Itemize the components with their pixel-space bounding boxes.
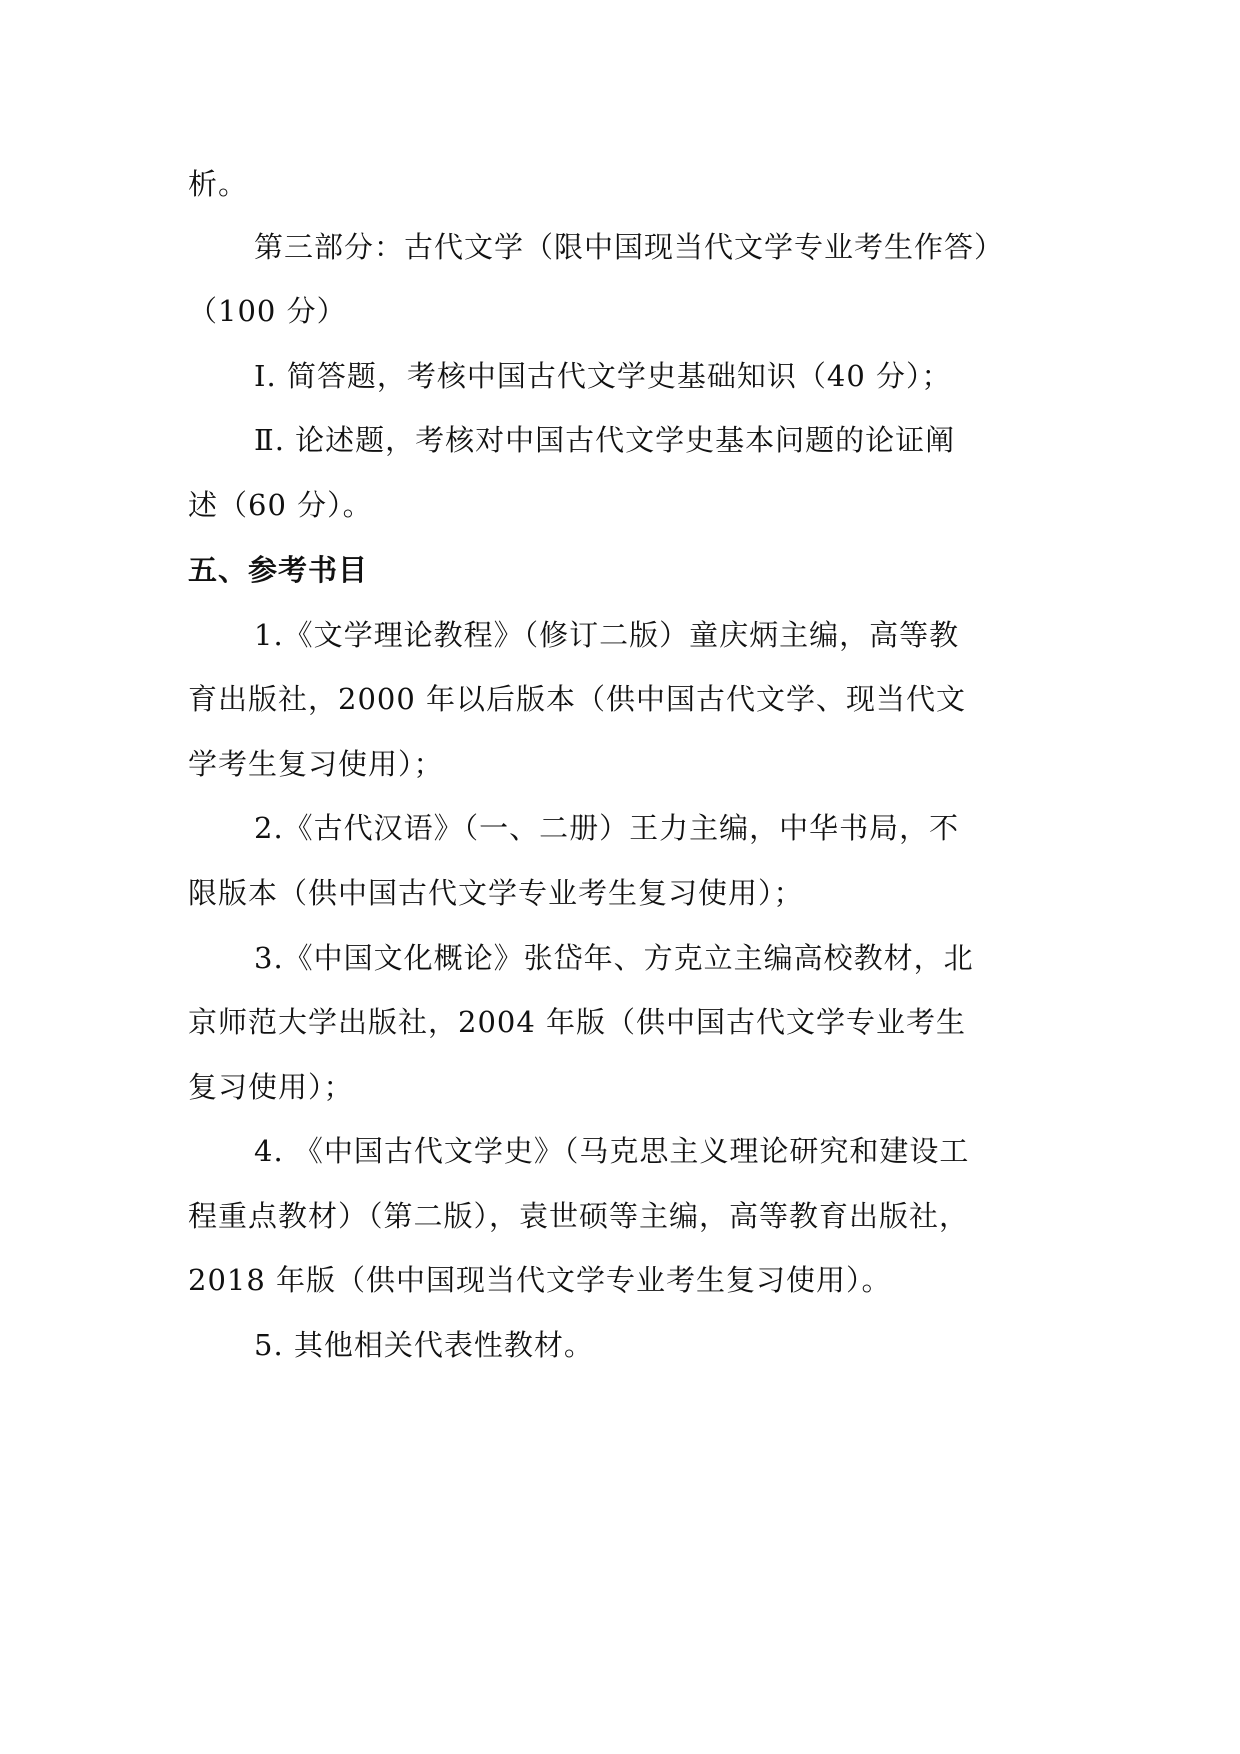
text-line: 述（60 分）。 [188, 488, 373, 522]
reference-item-2: 2.《古代汉语》（一、二册）王力主编，中华书局，不 [254, 811, 960, 845]
reference-item-4: 4. 《中国古代文学史》（马克思主义理论研究和建设工 [254, 1134, 970, 1168]
text-line: 程重点教材）（第二版），袁世硕等主编，高等教育出版社， [188, 1199, 970, 1233]
question-type-short-answer: Ⅰ. 简答题，考核中国古代文学史基础知识（40 分）； [254, 359, 952, 393]
section-heading-part-three: 第三部分：古代文学（限中国现当代文学专业考生作答） [254, 230, 1005, 264]
reference-item-3: 3.《中国文化概论》张岱年、方克立主编高校教材，北 [254, 941, 974, 975]
text-line: 2018 年版（供中国现当代文学专业考生复习使用）。 [188, 1263, 892, 1297]
section-heading-references: 五、参考书目 [188, 553, 369, 587]
reference-item-5: 5. 其他相关代表性教材。 [254, 1328, 594, 1362]
text-line: （100 分） [188, 294, 347, 328]
text-line: 育出版社，2000 年以后版本（供中国古代文学、现当代文 [188, 682, 967, 716]
text-line: 限版本（供中国古代文学专业考生复习使用）； [188, 876, 804, 910]
text-line: 复习使用）； [188, 1070, 354, 1104]
text-line: 学考生复习使用）； [188, 747, 444, 781]
reference-item-1: 1.《文学理论教程》（修订二版）童庆炳主编，高等教 [254, 618, 960, 652]
question-type-essay: Ⅱ. 论述题，考核对中国古代文学史基本问题的论证阐 [254, 423, 956, 457]
text-line: 析。 [188, 167, 249, 201]
text-line: 京师范大学出版社，2004 年版（供中国古代文学专业考生 [188, 1005, 967, 1039]
